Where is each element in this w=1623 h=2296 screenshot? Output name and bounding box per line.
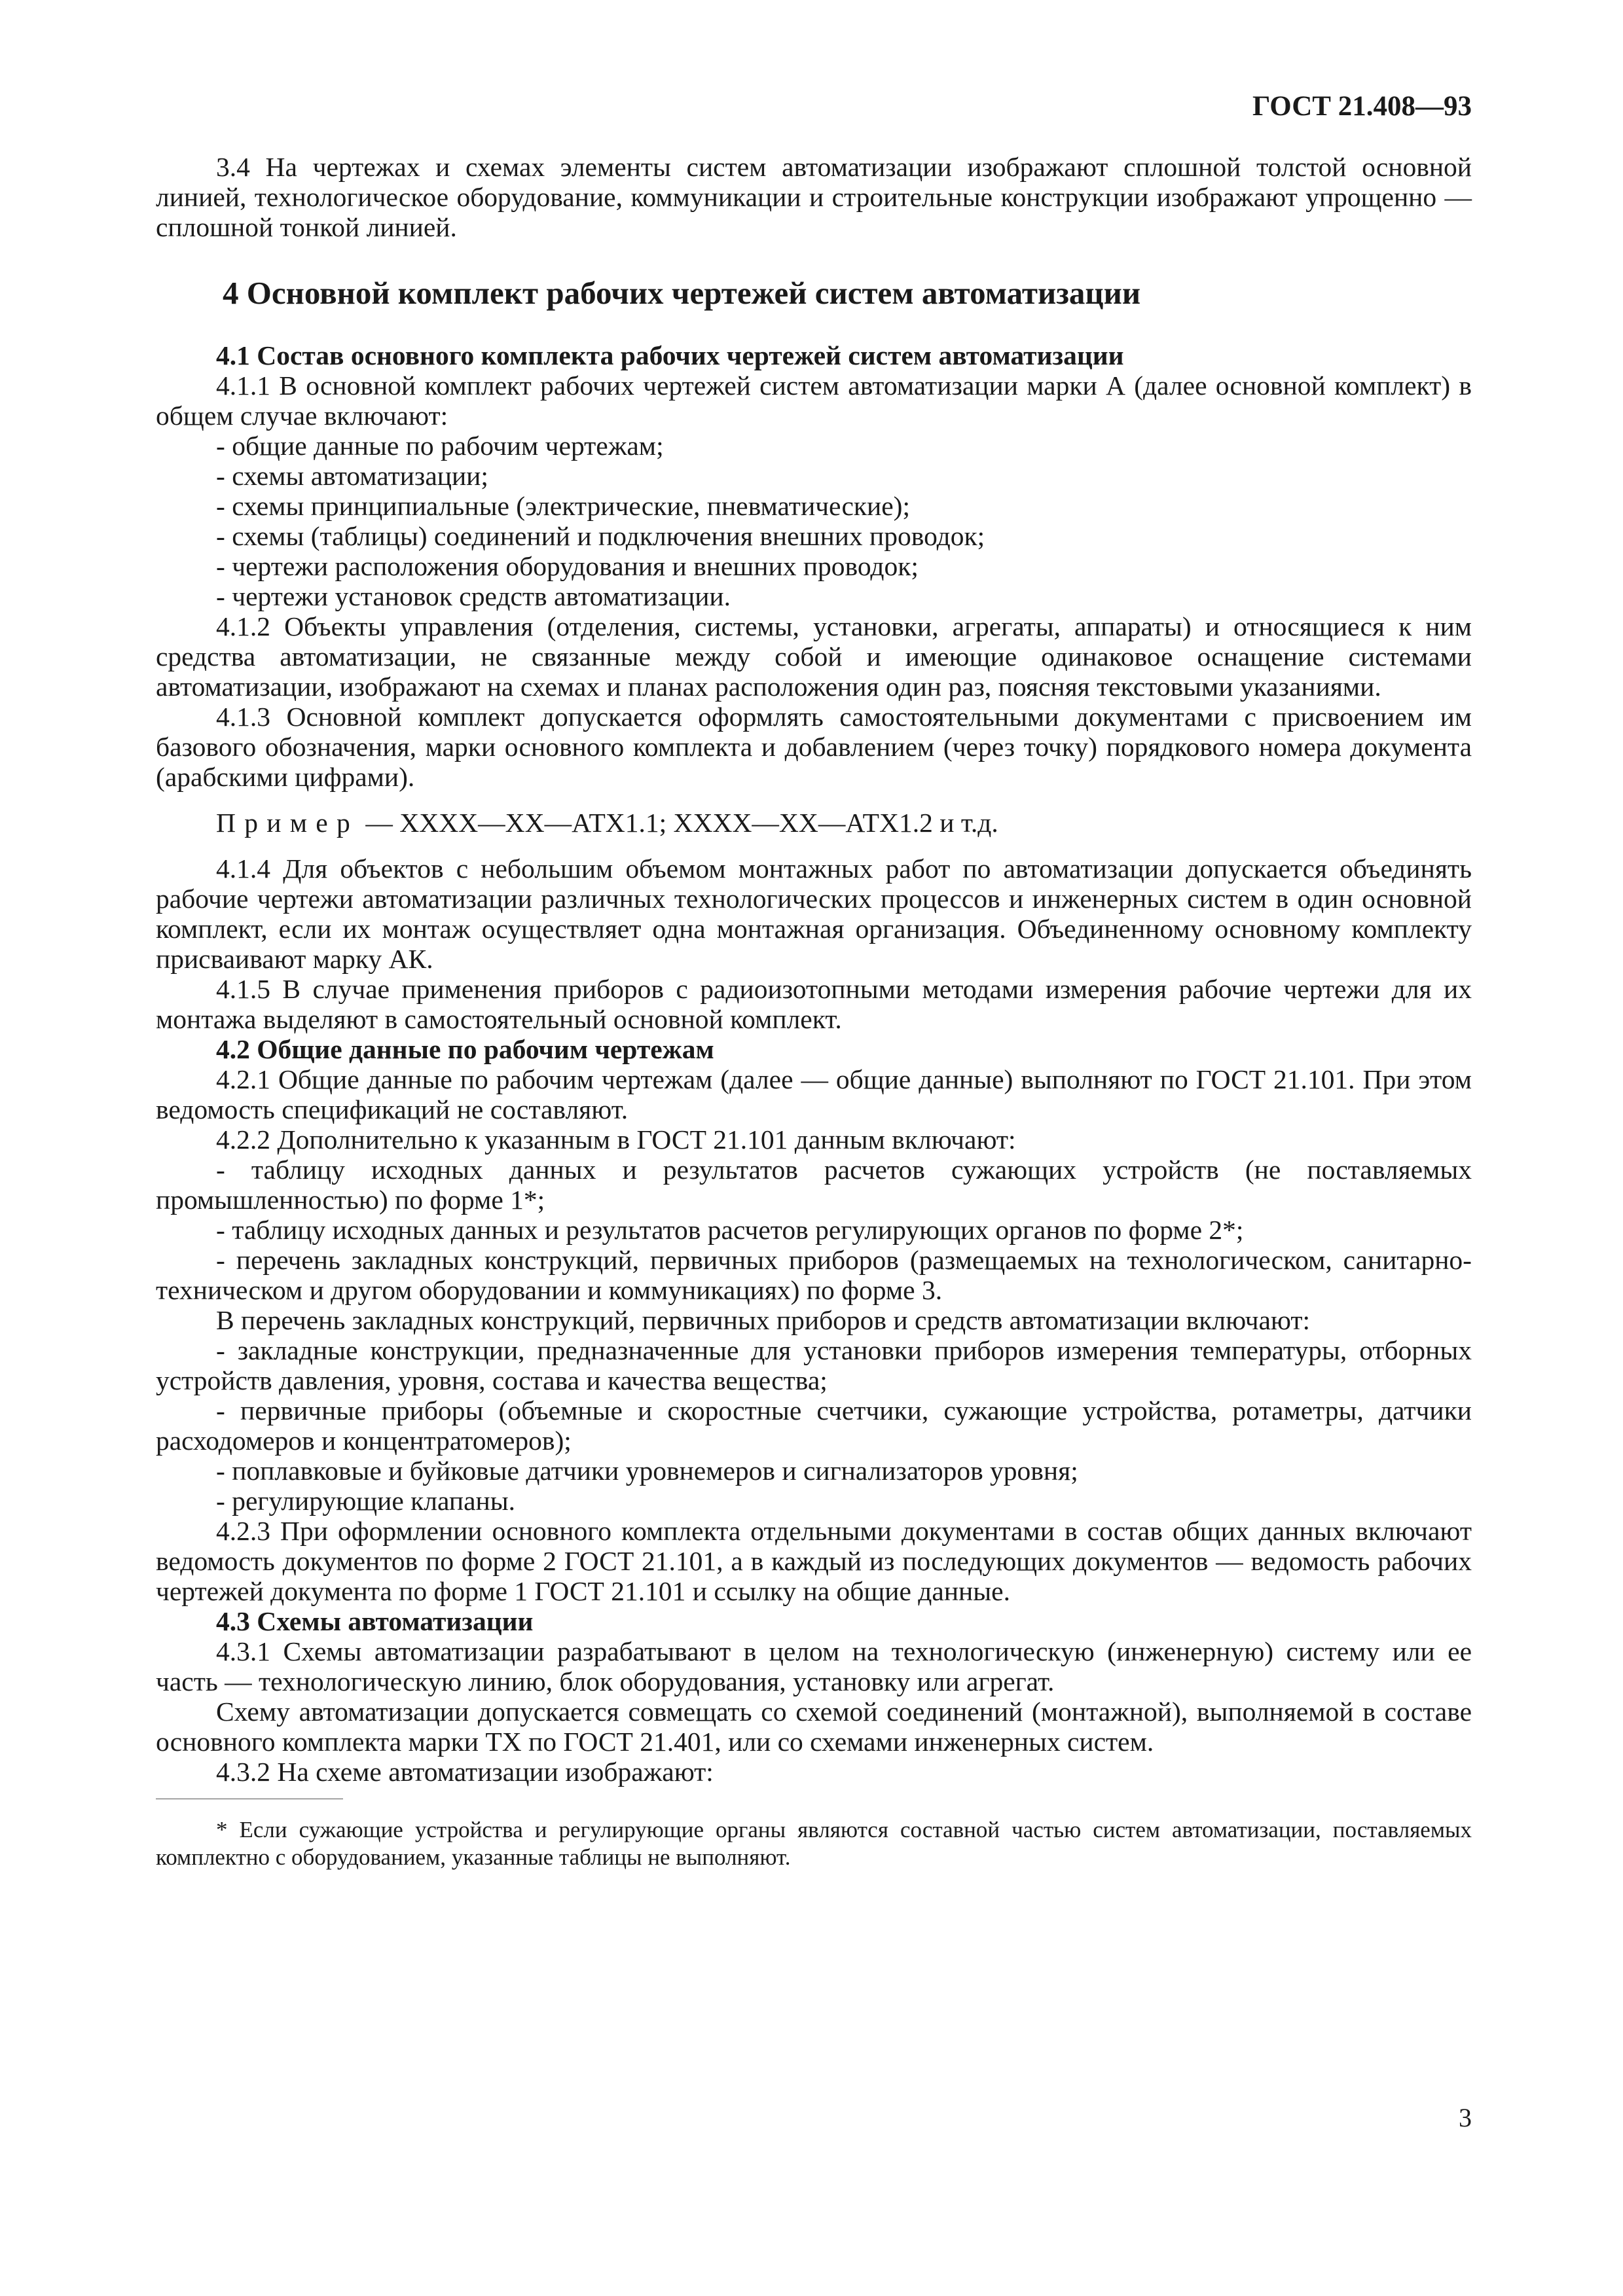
paragraph-4-2-2: 4.2.2 Дополнительно к указанным в ГОСТ 21.101 данным включают: <box>216 1124 1016 1155</box>
list-item: - схемы принципиальные (электрические, пневматические); <box>216 491 911 521</box>
paragraph-4-1-4: 4.1.4 Для объектов с небольшим объемом монтажных работ по автоматизации допускается объединять рабочие чертежи автоматизации различных технологических процессов и инженерных систем в один основной комплект, если их монтаж осуществляет одна монтажная организация. Объединенному основному комплекту присваивают марку АК. <box>156 853 1472 974</box>
list-item: - чертежи расположения оборудования и внешних проводок; <box>216 551 919 581</box>
list-item: - чертежи установок средств автоматизации. <box>216 581 731 611</box>
footnote: * Если сужающие устройства и регулирующие органы являются составной частью систем автоматизации, поставляемых комплектно с оборудованием, указанные таблицы не выполняют. <box>156 1817 1472 1870</box>
list-item: - общие данные по рабочим чертежам; <box>216 431 664 461</box>
list-item: - перечень закладных конструкций, первичных приборов (размещаемых на технологическом, санитарно-техническом и другом оборудовании и коммуникациях) по форме 3. <box>156 1245 1472 1305</box>
document-page <box>156 92 1472 1871</box>
list-item: - таблицу исходных данных и результатов расчетов сужающих устройств (не поставляемых промышленностью) по форме 1*; <box>156 1155 1472 1215</box>
subsection-4-3-title: 4.3 Схемы автоматизации <box>216 1606 534 1636</box>
list-item: - схемы (таблицы) соединений и подключения внешних проводок; <box>216 521 985 551</box>
paragraph-4-3-2: 4.3.2 На схеме автоматизации изображают: <box>216 1757 714 1787</box>
list-item: - схемы автоматизации; <box>216 461 488 491</box>
paragraph-4-2-3: 4.2.3 При оформлении основного комплекта отдельными документами в состав общих данных включают ведомость документов по форме 2 ГОСТ 21.101, а в каждый из последующих документов — ведомость рабочих чертежей документа по форме 1 ГОСТ 21.101 и ссылку на общие данные. <box>156 1516 1472 1606</box>
document-code: ГОСТ 21.408—93 <box>1252 91 1472 122</box>
list-item: - таблицу исходных данных и результатов расчетов регулирующих органов по форме 2*; <box>216 1215 1244 1245</box>
subsection-4-1-title: 4.1 Состав основного комплекта рабочих чертежей систем автоматизации <box>216 340 1124 370</box>
example-line <box>156 808 1472 838</box>
paragraph-perechen: В перечень закладных конструкций, первичных приборов и средств автоматизации включают: <box>216 1305 1310 1335</box>
list-item: - регулирующие клапаны. <box>216 1486 515 1516</box>
paragraph-4-1-5: 4.1.5 В случае применения приборов с радиоизотопными методами измерения рабочие чертежи для их монтажа выделяют в самостоятельный основной комплект. <box>156 974 1472 1034</box>
example-text: — ХХХХ—ХХ—АТХ1.1; ХХХХ—ХХ—АТХ1.2 и т.д. <box>359 808 998 838</box>
section-4-title: 4 Основной комплект рабочих чертежей систем автоматизации <box>223 275 1141 311</box>
paragraph-4-1-3: 4.1.3 Основной комплект допускается оформлять самостоятельными документами с присвоением им базового обозначения, марки основного комплекта и добавлением (через точку) порядкового номера документа (арабскими цифрами). <box>156 702 1472 792</box>
paragraph-4-1-1: 4.1.1 В основной комплект рабочих чертежей систем автоматизации марки А (далее основной комплект) в общем случае включают: <box>156 370 1472 431</box>
example-label: Пример <box>216 808 359 838</box>
subsection-4-2-title: 4.2 Общие данные по рабочим чертежам <box>216 1034 714 1064</box>
page-number: 3 <box>1459 2103 1472 2132</box>
paragraph-4-2-1: 4.2.1 Общие данные по рабочим чертежам (далее — общие данные) выполняют по ГОСТ 21.101. При этом ведомость спецификаций не составляют. <box>156 1064 1472 1124</box>
paragraph-4-3-1: 4.3.1 Схемы автоматизации разрабатывают в целом на технологическую (инженерную) систему или ее часть — технологическую линию, блок оборудования, установку или агрегат. <box>156 1636 1472 1696</box>
paragraph-4-1-2: 4.1.2 Объекты управления (отделения, системы, установки, агрегаты, аппараты) и относящиеся к ним средства автоматизации, не связанные между собой и имеющие одинаковое оснащение системами автоматизации, изображают на схемах и планах расположения один раз, поясняя текстовыми указаниями. <box>156 611 1472 702</box>
paragraph-4-3-1-continued: Схему автоматизации допускается совмещать со схемой соединений (монтажной), выполняемой в составе основного комплекта марки ТХ по ГОСТ 21.401, или со схемами инженерных систем. <box>156 1696 1472 1757</box>
list-item: - поплавковые и буйковые датчики уровнемеров и сигнализаторов уровня; <box>216 1456 1078 1486</box>
paragraph-3-4: 3.4 На чертежах и схемах элементы систем автоматизации изображают сплошной толстой основной линией, технологическое оборудование, коммуникации и строительные конструкции изображают упрощенно — сплошной тонкой линией. <box>156 152 1472 242</box>
list-item: - закладные конструкции, предназначенные для установки приборов измерения температуры, отборных устройств давления, уровня, состава и качества вещества; <box>156 1335 1472 1395</box>
list-item: - первичные приборы (объемные и скоростные счетчики, сужающие устройства, ротаметры, датчики расходомеров и концентратомеров); <box>156 1395 1472 1456</box>
